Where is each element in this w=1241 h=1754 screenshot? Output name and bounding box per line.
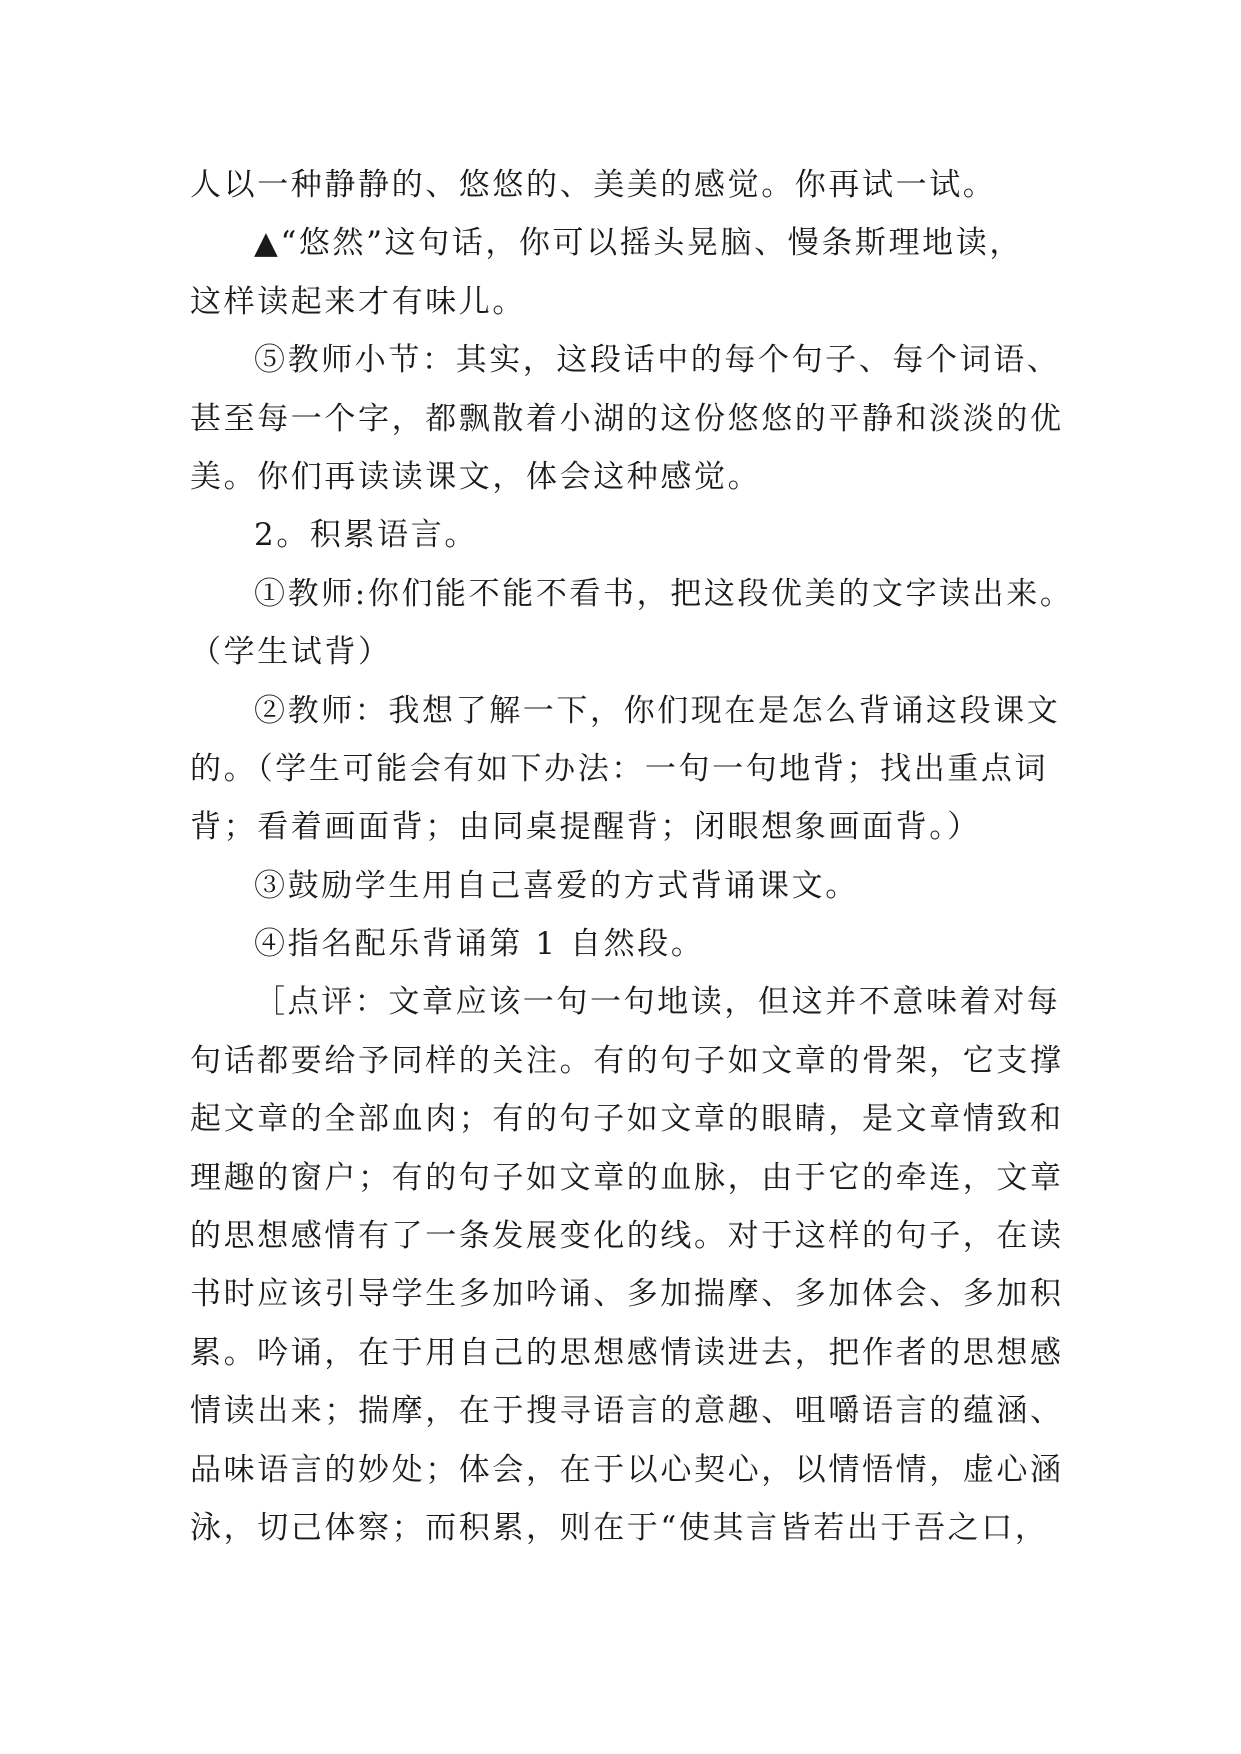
text-line: （学生试背） (190, 634, 392, 671)
text-line: 泳，切己体察；而积累，则在于“使其言皆若出于吾之口， (190, 1509, 1049, 1546)
text-line: 人以一种静静的、悠悠的、美美的感觉。你再试一试。 (190, 167, 997, 203)
text-line: 累。吟诵，在于用自己的思想感情读进去，把作者的思想感 (190, 1334, 1064, 1371)
text-line: 理趣的窗户；有的句子如文章的血脉，由于它的牵连，文章 (190, 1159, 1064, 1196)
body-text (190, 156, 1074, 1557)
text-line: ②教师：我想了解一下，你们现在是怎么背诵这段课文 (254, 692, 1061, 729)
text-line: 句话都要给予同样的关注。有的句子如文章的骨架，它支撑 (190, 1042, 1064, 1079)
text-line: 2。积累语言。 (254, 517, 478, 554)
text-line: 书时应该引导学生多加吟诵、多加揣摩、多加体会、多加积 (190, 1276, 1064, 1313)
text-line: 这样读起来才有味儿。 (190, 283, 526, 320)
text-line: ①教师:你们能不能不看书，把这段优美的文字读出来。 (254, 575, 1074, 612)
text-line: ［点评：文章应该一句一句地读，但这并不意味着对每 (254, 984, 1061, 1021)
text-line: ⑤教师小节：其实，这段话中的每个句子、每个词语、 (254, 342, 1061, 379)
text-line: 品味语言的妙处；体会，在于以心契心，以情悟情，虚心涵 (190, 1451, 1064, 1488)
text-line: 背；看着画面背；由同桌提醒背；闭眼想象画面背。） (190, 809, 981, 846)
text-line: 的。（学生可能会有如下办法：一句一句地背；找出重点词 (190, 750, 1049, 787)
text-line: ③鼓励学生用自己喜爱的方式背诵课文。 (254, 867, 859, 904)
text-line: 起文章的全部血肉；有的句子如文章的眼睛，是文章情致和 (190, 1101, 1064, 1138)
text-line: 甚至每一个字，都飘散着小湖的这份悠悠的平静和淡淡的优 (190, 400, 1064, 437)
text-line: 的思想感情有了一条发展变化的线。对于这样的句子，在读 (190, 1218, 1064, 1255)
text-line: ▲“悠然”这句话，你可以摇头晃脑、慢条斯理地读， (254, 225, 1023, 262)
text-line: ④指名配乐背诵第 1 自然段。 (254, 926, 705, 963)
text-line: 美。你们再读读课文，体会这种感觉。 (190, 458, 762, 495)
text-line: 情读出来；揣摩，在于搜寻语言的意趣、咀嚼语言的蕴涵、 (190, 1393, 1064, 1430)
